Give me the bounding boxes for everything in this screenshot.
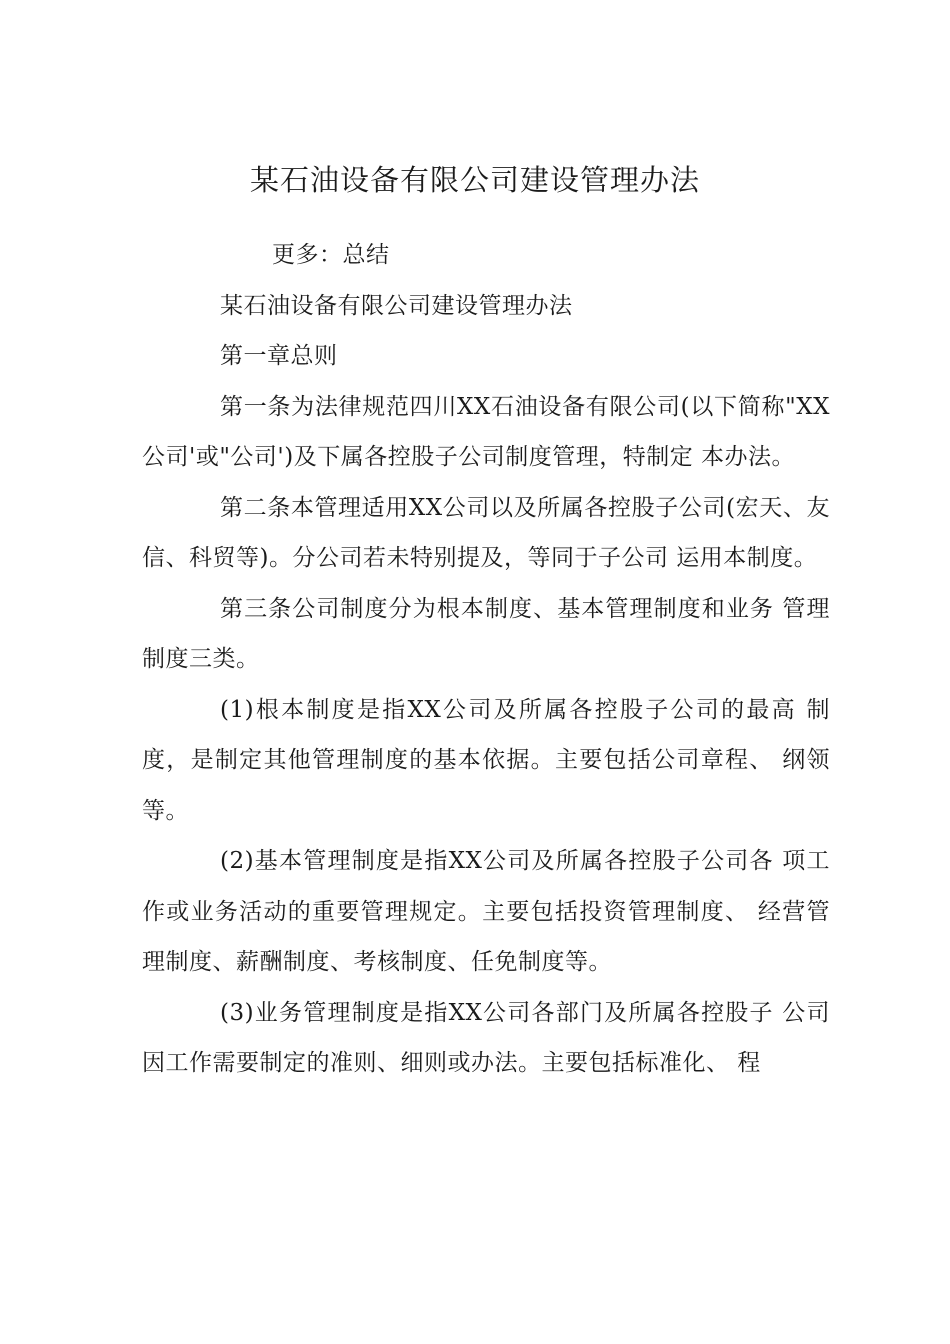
list-item-3: (3)业务管理制度是指XX公司各部门及所属各控股子 公司因工作需要制定的准则、细则或办法。主要包括标准化、 程 [142, 999, 830, 1076]
document-title: 某石油设备有限公司建设管理办法 [249, 163, 700, 197]
article-3: 第三条公司制度分为根本制度、基本管理制度和业务 管理制度三类。 [142, 595, 830, 672]
list-item-2: (2)基本管理制度是指XX公司及所属各控股子公司各 项工作或业务活动的重要管理规定。主要包括投资管理制度、 经营管理制度、薪酬制度、考核制度、任免制度等。 [142, 848, 830, 975]
more-line: 更多：总结 [272, 242, 390, 268]
article-1: 第一条为法律规范四川XX石油设备有限公司(以下简称"XX公司'或"公司')及下属各控股子公司制度管理，特制定 本办法。 [142, 393, 830, 470]
article-2: 第二条本管理适用XX公司以及所属各控股子公司(宏天、友信、科贸等)。分公司若未特别提及，等同于子公司 运用本制度。 [142, 494, 830, 571]
list-item-1: (1)根本制度是指XX公司及所属各控股子公司的最高 制度，是制定其他管理制度的基本依据。主要包括公司章程、 纲领等。 [142, 696, 830, 824]
chapter-heading: 第一章总则 [220, 343, 338, 369]
paragraph-subtitle: 某石油设备有限公司建设管理办法 [220, 292, 573, 319]
document-body [142, 230, 830, 1089]
